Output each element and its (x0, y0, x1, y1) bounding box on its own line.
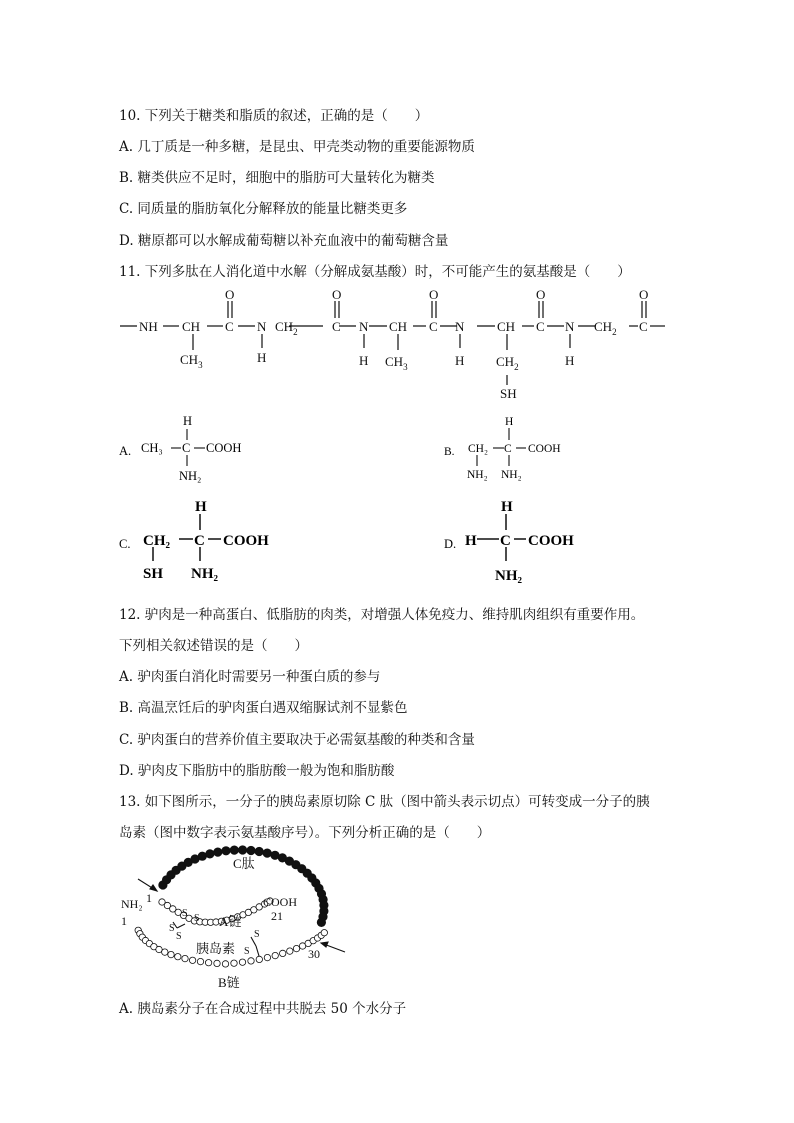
q11-option-d-c: C (500, 533, 511, 549)
c-peptide-bead (222, 847, 230, 855)
a-chain-end-21: 21 (271, 909, 283, 923)
peptide-CH2-1: $CH_2$ (275, 319, 298, 337)
c-peptide-bead (230, 846, 238, 854)
b-chain-end-30: 30 (308, 947, 320, 961)
b-chain-bead (162, 949, 168, 955)
peptide-N-3: N (455, 319, 465, 334)
peptide-CH3-2: $CH_3$ (385, 354, 408, 372)
peptide-H-2: H (359, 353, 369, 368)
q10-option-d: D. 糖原都可以水解成葡萄糖以补充血液中的葡萄糖含量 (119, 233, 449, 249)
q10-option-a: A. 几丁质是一种多糖，是昆虫、甲壳类动物的重要能源物质 (119, 139, 475, 155)
peptide-C-3: C (429, 319, 438, 334)
q12-option-b: B. 高温烹饪后的驴肉蛋白遇双缩脲试剂不显紫色 (119, 700, 408, 716)
q11-option-a-nh2: NH₂ (179, 469, 202, 483)
c-peptide-bead (206, 850, 214, 858)
peptide-H-4: H (565, 353, 575, 368)
q12-stem-line1: 12. 驴肉是一种高蛋白、低脂肪的肉类，对增强人体免疫力、维持肌肉组织有重要作用。 (119, 607, 645, 623)
q10-option-b: B. 糖类供应不足时，细胞中的脂肪可大量转化为糖类 (119, 170, 435, 186)
c-peptide-label: C肽 (233, 856, 255, 871)
s-label-1: S (182, 908, 188, 919)
q11-option-b-label: B. (444, 446, 455, 458)
q11-option-c-h: H (195, 499, 207, 515)
peptide-O-4: O (536, 287, 546, 302)
c-peptide-bead (238, 846, 246, 854)
q11-option-d (440, 495, 620, 585)
peptide-C-1: C (225, 319, 234, 334)
peptide-O-5: O (639, 287, 649, 302)
q11-option-d-nh2: NH₂ (495, 568, 522, 584)
peptide-CH-1: CH (182, 319, 201, 334)
q11-option-c-ch2: CH₂ (143, 533, 170, 549)
peptide-CH-3: CH (497, 319, 516, 334)
peptide-H-1: H (257, 350, 267, 365)
q13-stem-line2: 岛素（图中数字表示氨基酸序号）。下列分析正确的是（ ） (119, 825, 491, 841)
s-label-6: S (244, 946, 250, 957)
b-chain-bead (189, 957, 195, 963)
q11-option-c-nh2: NH₂ (191, 566, 218, 582)
q11-option-b-h: H (505, 416, 514, 428)
c-peptide-bead (255, 847, 263, 855)
b-chain-bead (182, 955, 188, 961)
q10-option-c: C. 同质量的脂肪氧化分解释放的能量比糖类更多 (119, 201, 408, 217)
insulin-label: 胰岛素 (196, 941, 236, 956)
q11-option-c (115, 495, 295, 585)
peptide-H-3: H (455, 353, 465, 368)
s-label-2: S (194, 913, 200, 924)
peptide-N-2: N (359, 319, 369, 334)
b-chain-bead (168, 951, 174, 957)
q11-option-d-h-left: H (465, 533, 477, 549)
peptide-O-1: O (225, 287, 235, 302)
q11-option-a-cooh: COOH (206, 441, 242, 455)
q11-option-c-c: C (194, 533, 205, 549)
q11-option-b-c: C (504, 443, 512, 455)
b-chain-bead (321, 930, 327, 936)
b-chain-bead (214, 960, 220, 966)
b-chain-bead (272, 952, 278, 958)
b-chain-label: B链 (218, 975, 240, 990)
b-chain-bead (248, 958, 254, 964)
a-chain (159, 898, 273, 926)
peptide-CH3-1: $CH_3$ (180, 352, 203, 370)
peptide-O-2: O (332, 287, 342, 302)
q11-option-d-label: D. (444, 537, 457, 551)
peptide-C-2: C (332, 319, 341, 334)
peptide-CH-2: CH (389, 319, 408, 334)
a-chain-start-1: 1 (146, 891, 152, 905)
b-chain-bead (264, 954, 270, 960)
cooh-label: COOH (263, 895, 298, 909)
b-chain-bead (293, 945, 299, 951)
peptide-CH2-side: $CH_2$ (496, 354, 519, 372)
q13-stem-line1: 13. 如下图所示，一分子的胰岛素原切除 C 肽（图中箭头表示切点）可转变成一分子的胰 (119, 794, 650, 810)
q11-option-a-ch3: CH₃ (141, 441, 163, 455)
polypeptide-structure (115, 285, 675, 405)
q11-option-c-cooh: COOH (223, 533, 269, 549)
b-chain-bead (256, 956, 262, 962)
q11-option-c-sh: SH (143, 566, 164, 582)
peptide-C-4: C (536, 319, 545, 334)
s-label-5: S (254, 929, 260, 940)
b-chain-bead (222, 961, 228, 967)
q11-option-d-cooh: COOH (528, 533, 574, 549)
peptide-NH: NH (139, 319, 158, 334)
q11-option-a-label: A. (119, 444, 132, 458)
q12-option-c: C. 驴肉蛋白的营养价值主要取决于必需氨基酸的种类和含量 (119, 732, 475, 748)
q11-option-b-cooh: COOH (528, 443, 561, 455)
c-peptide-bead (198, 852, 206, 860)
q12-stem-line2: 下列相关叙述错误的是（ ） (119, 638, 308, 654)
q10-stem: 10. 下列关于糖类和脂质的叙述，正确的是（ ） (119, 108, 429, 124)
nh2-label: NH₂ (121, 897, 143, 911)
peptide-C-5: C (639, 319, 648, 334)
peptide-N-4: N (565, 319, 575, 334)
q11-option-b (440, 410, 600, 485)
q13-option-a: A. 胰岛素分子在合成过程中共脱去 50 个水分子 (119, 1001, 407, 1017)
q11-option-a (115, 410, 275, 485)
c-peptide-bead (317, 918, 325, 926)
q11-option-c-label: C. (119, 537, 131, 551)
q11-option-a-h: H (183, 414, 193, 428)
q12-option-d: D. 驴肉皮下脂肪中的脂肪酸一般为饱和脂肪酸 (119, 763, 395, 779)
b-chain-bead (197, 958, 203, 964)
q11-option-b-ch2: CH₂ (468, 443, 488, 455)
b-chain-bead (287, 948, 293, 954)
b-chain-bead (231, 960, 237, 966)
b-chain-bead (205, 960, 211, 966)
proinsulin-diagram (115, 842, 355, 992)
q11-option-a-c: C (182, 441, 191, 455)
peptide-SH: SH (500, 386, 517, 401)
b-chain-start-1: 1 (121, 914, 127, 928)
b-chain-bead (280, 950, 286, 956)
c-peptide-bead (263, 849, 271, 857)
a-chain-label: A链 (219, 914, 242, 929)
q11-option-b-nh2-side: NH₂ (467, 469, 488, 481)
peptide-CH2-2: $CH_2$ (594, 319, 617, 337)
peptide-N-1: N (257, 319, 267, 334)
s-label-4: S (176, 931, 182, 942)
b-chain-bead (239, 959, 245, 965)
q12-option-a: A. 驴肉蛋白消化时需要另一种蛋白质的参与 (119, 669, 381, 685)
peptide-O-3: O (429, 287, 439, 302)
q11-option-b-nh2: NH₂ (501, 469, 522, 481)
q11-option-d-h-top: H (501, 499, 513, 515)
q11-stem: 11. 下列多肽在人消化道中水解（分解成氨基酸）时，不可能产生的氨基酸是（ ） (119, 264, 631, 280)
s-label-3: S (169, 923, 175, 934)
c-peptide-bead (247, 846, 255, 854)
b-chain-bead (175, 954, 181, 960)
c-peptide-bead (214, 848, 222, 856)
